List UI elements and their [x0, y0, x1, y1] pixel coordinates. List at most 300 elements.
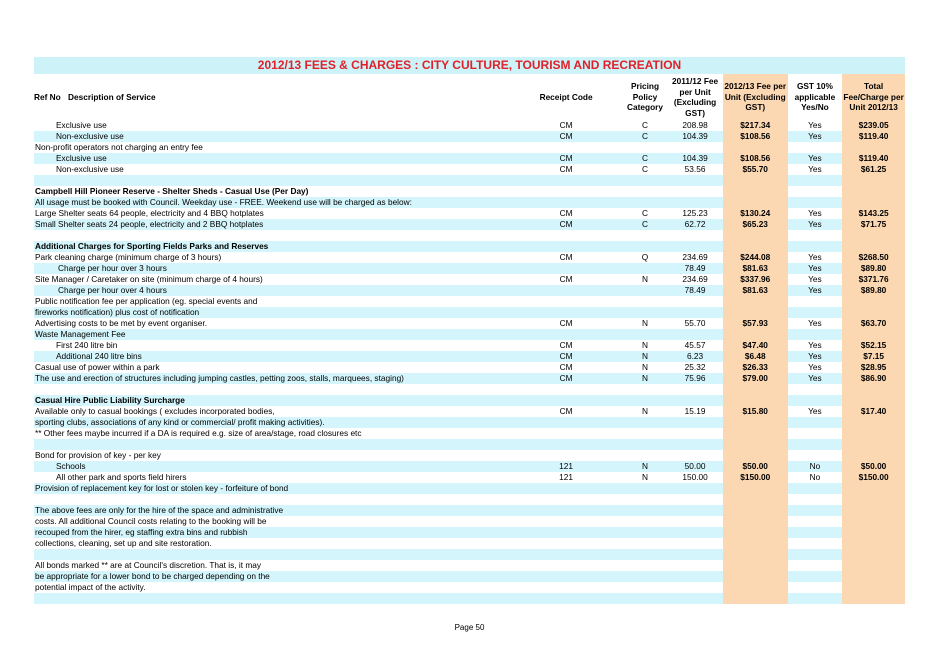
- row-gst: Yes: [788, 285, 843, 296]
- table-row: [34, 241, 905, 252]
- table-row: [34, 340, 905, 351]
- row-fee: [723, 560, 788, 571]
- row-gst: [788, 296, 843, 307]
- row-total: [842, 175, 905, 186]
- header-ref-desc: [34, 74, 509, 120]
- row-description: fireworks notification) plus cost of notification: [34, 307, 509, 318]
- header-total: Total Fee/Charge per Unit 2012/13: [842, 74, 905, 120]
- row-prev-fee: [667, 142, 723, 153]
- row-gst: [788, 395, 843, 406]
- row-pricing-category: [623, 428, 668, 439]
- row-total: [842, 582, 905, 593]
- row-pricing-category: [623, 560, 668, 571]
- row-total: $86.90: [842, 373, 905, 384]
- row-prev-fee: 53.56: [667, 164, 723, 175]
- row-gst: No: [788, 472, 843, 483]
- row-gst: [788, 329, 843, 340]
- row-total: [842, 439, 905, 450]
- row-total: [842, 549, 905, 560]
- row-pricing-category: C: [623, 219, 668, 230]
- row-total: [842, 329, 905, 340]
- row-pricing-category: [623, 395, 668, 406]
- table-row: [34, 560, 905, 571]
- row-prev-fee: 78.49: [667, 263, 723, 274]
- row-pricing-category: [623, 296, 668, 307]
- row-description: Charge per hour over 3 hours: [34, 263, 509, 274]
- header-fee: 2012/13 Fee per Unit (Excluding GST): [723, 74, 788, 120]
- row-total: [842, 186, 905, 197]
- row-gst: [788, 197, 843, 208]
- row-receipt-code: [509, 593, 622, 604]
- row-prev-fee: 234.69: [667, 252, 723, 263]
- table-row: [34, 175, 905, 186]
- row-pricing-category: N: [623, 351, 668, 362]
- row-total: [842, 230, 905, 241]
- row-prev-fee: 208.98: [667, 120, 723, 131]
- row-gst: Yes: [788, 131, 843, 142]
- table-row: [34, 538, 905, 549]
- row-gst: Yes: [788, 153, 843, 164]
- row-receipt-code: [509, 538, 622, 549]
- row-description: Campbell Hill Pioneer Reserve - Shelter Sheds - Casual Use (Per Day): [34, 186, 509, 197]
- row-pricing-category: [623, 384, 668, 395]
- table-row: [34, 131, 905, 142]
- row-receipt-code: [509, 241, 622, 252]
- row-receipt-code: CM: [509, 219, 622, 230]
- row-fee: [723, 549, 788, 560]
- table-row: [34, 472, 905, 483]
- row-total: $63.70: [842, 318, 905, 329]
- row-gst: [788, 593, 843, 604]
- row-prev-fee: [667, 186, 723, 197]
- row-total: [842, 428, 905, 439]
- table-row: [34, 296, 905, 307]
- row-receipt-code: CM: [509, 164, 622, 175]
- row-description: Site Manager / Caretaker on site (minimum charge of 4 hours): [34, 274, 509, 285]
- row-prev-fee: [667, 538, 723, 549]
- row-receipt-code: [509, 549, 622, 560]
- row-total: $28.95: [842, 362, 905, 373]
- row-prev-fee: [667, 593, 723, 604]
- row-total: [842, 450, 905, 461]
- row-receipt-code: [509, 296, 622, 307]
- row-total: $143.25: [842, 208, 905, 219]
- row-receipt-code: [509, 450, 622, 461]
- table-row: [34, 263, 905, 274]
- table-row: [34, 406, 905, 417]
- row-description: [34, 593, 509, 604]
- row-pricing-category: [623, 593, 668, 604]
- row-receipt-code: CM: [509, 274, 622, 285]
- row-description: [34, 384, 509, 395]
- row-description: [34, 439, 509, 450]
- row-gst: [788, 428, 843, 439]
- row-total: $89.80: [842, 285, 905, 296]
- row-receipt-code: [509, 527, 622, 538]
- row-pricing-category: [623, 516, 668, 527]
- row-description: Advertising costs to be met by event organiser.: [34, 318, 509, 329]
- row-pricing-category: [623, 527, 668, 538]
- row-receipt-code: CM: [509, 252, 622, 263]
- row-receipt-code: [509, 263, 622, 274]
- row-fee: [723, 241, 788, 252]
- table-row: [34, 439, 905, 450]
- row-pricing-category: [623, 241, 668, 252]
- row-gst: Yes: [788, 120, 843, 131]
- table-row: [34, 230, 905, 241]
- table-row: [34, 505, 905, 516]
- row-total: [842, 296, 905, 307]
- row-prev-fee: 75.96: [667, 373, 723, 384]
- row-fee: [723, 593, 788, 604]
- row-fee: [723, 307, 788, 318]
- row-total: [842, 307, 905, 318]
- table-row: [34, 219, 905, 230]
- row-gst: Yes: [788, 318, 843, 329]
- row-prev-fee: 45.57: [667, 340, 723, 351]
- row-prev-fee: 78.49: [667, 285, 723, 296]
- row-receipt-code: 121: [509, 461, 622, 472]
- table-row: [34, 527, 905, 538]
- row-description: Park cleaning charge (minimum charge of 3 hours): [34, 252, 509, 263]
- row-total: [842, 527, 905, 538]
- row-gst: [788, 582, 843, 593]
- row-description: Small Shelter seats 24 people, electricity and 2 BBQ hotplates: [34, 219, 509, 230]
- header-pricing-policy: Pricing Policy Category: [627, 81, 663, 113]
- row-pricing-category: N: [623, 274, 668, 285]
- row-prev-fee: [667, 329, 723, 340]
- row-total: $71.75: [842, 219, 905, 230]
- row-gst: Yes: [788, 208, 843, 219]
- row-description: collections, cleaning, set up and site restoration.: [34, 538, 509, 549]
- row-prev-fee: 62.72: [667, 219, 723, 230]
- row-prev-fee: [667, 494, 723, 505]
- row-total: $150.00: [842, 472, 905, 483]
- row-fee: [723, 439, 788, 450]
- row-description: [34, 175, 509, 186]
- row-pricing-category: [623, 494, 668, 505]
- row-fee: [723, 582, 788, 593]
- row-pricing-category: [623, 142, 668, 153]
- row-description: recouped from the hirer, eg staffing extra bins and rubbish: [34, 527, 509, 538]
- row-description: sporting clubs, associations of any kind or commercial/ profit making activities).: [34, 417, 509, 428]
- row-prev-fee: [667, 230, 723, 241]
- row-pricing-category: [623, 450, 668, 461]
- row-gst: [788, 527, 843, 538]
- row-gst: Yes: [788, 351, 843, 362]
- table-row: [34, 164, 905, 175]
- row-description: be appropriate for a lower bond to be charged depending on the: [34, 571, 509, 582]
- row-prev-fee: [667, 384, 723, 395]
- row-gst: Yes: [788, 274, 843, 285]
- row-pricing-category: [623, 483, 668, 494]
- row-total: [842, 494, 905, 505]
- row-description: Additional 240 litre bins: [34, 351, 509, 362]
- row-pricing-category: [623, 571, 668, 582]
- table-row: [34, 549, 905, 560]
- row-description: Additional Charges for Sporting Fields Parks and Reserves: [34, 241, 509, 252]
- row-fee: $26.33: [723, 362, 788, 373]
- row-total: $17.40: [842, 406, 905, 417]
- row-pricing-category: C: [623, 120, 668, 131]
- row-description: potential impact of the activity.: [34, 582, 509, 593]
- row-receipt-code: [509, 142, 622, 153]
- row-fee: [723, 527, 788, 538]
- row-total: $239.05: [842, 120, 905, 131]
- row-pricing-category: N: [623, 340, 668, 351]
- row-pricing-category: [623, 582, 668, 593]
- row-receipt-code: [509, 494, 622, 505]
- row-gst: [788, 549, 843, 560]
- row-fee: [723, 417, 788, 428]
- row-pricing-category: N: [623, 318, 668, 329]
- table-row: [34, 362, 905, 373]
- row-receipt-code: CM: [509, 208, 622, 219]
- table-row: [34, 395, 905, 406]
- table-row: [34, 373, 905, 384]
- row-description: The above fees are only for the hire of the space and administrative: [34, 505, 509, 516]
- row-pricing-category: [623, 175, 668, 186]
- table-row: [34, 329, 905, 340]
- table-row: [34, 516, 905, 527]
- row-receipt-code: [509, 505, 622, 516]
- row-pricing-category: [623, 307, 668, 318]
- row-fee: [723, 428, 788, 439]
- row-total: [842, 142, 905, 153]
- row-prev-fee: [667, 560, 723, 571]
- row-receipt-code: CM: [509, 340, 622, 351]
- row-gst: [788, 505, 843, 516]
- row-receipt-code: CM: [509, 373, 622, 384]
- row-total: [842, 516, 905, 527]
- row-description: [34, 549, 509, 560]
- row-gst: Yes: [788, 252, 843, 263]
- row-prev-fee: 50.00: [667, 461, 723, 472]
- row-fee: [723, 175, 788, 186]
- row-total: [842, 538, 905, 549]
- row-pricing-category: [623, 549, 668, 560]
- row-prev-fee: [667, 571, 723, 582]
- row-receipt-code: CM: [509, 153, 622, 164]
- row-pricing-category: [623, 285, 668, 296]
- row-total: [842, 417, 905, 428]
- row-description: Schools: [34, 461, 509, 472]
- row-prev-fee: [667, 439, 723, 450]
- table-row: [34, 252, 905, 263]
- row-fee: $81.63: [723, 263, 788, 274]
- row-pricing-category: [623, 417, 668, 428]
- table-row: [34, 571, 905, 582]
- row-description: Waste Management Fee: [34, 329, 509, 340]
- row-total: [842, 571, 905, 582]
- row-gst: [788, 175, 843, 186]
- row-prev-fee: [667, 516, 723, 527]
- row-receipt-code: [509, 230, 622, 241]
- row-pricing-category: [623, 197, 668, 208]
- row-prev-fee: [667, 175, 723, 186]
- row-gst: [788, 494, 843, 505]
- row-description: Large Shelter seats 64 people, electricity and 4 BBQ hotplates: [34, 208, 509, 219]
- row-receipt-code: [509, 329, 622, 340]
- row-fee: $65.23: [723, 219, 788, 230]
- row-pricing-category: [623, 263, 668, 274]
- row-fee: $108.56: [723, 131, 788, 142]
- row-pricing-category: [623, 186, 668, 197]
- header-prev-fee: 2011/12 Fee per Unit (Excluding GST): [671, 76, 719, 118]
- table-row: [34, 142, 905, 153]
- table-row: [34, 351, 905, 362]
- row-pricing-category: C: [623, 131, 668, 142]
- row-receipt-code: [509, 186, 622, 197]
- row-description: [34, 230, 509, 241]
- table-row: [34, 208, 905, 219]
- row-description: Bond for provision of key - per key: [34, 450, 509, 461]
- row-fee: [723, 142, 788, 153]
- row-gst: [788, 142, 843, 153]
- row-gst: Yes: [788, 373, 843, 384]
- row-total: [842, 505, 905, 516]
- row-description: [34, 494, 509, 505]
- row-total: $61.25: [842, 164, 905, 175]
- row-gst: [788, 571, 843, 582]
- row-prev-fee: [667, 197, 723, 208]
- row-fee: [723, 483, 788, 494]
- row-receipt-code: CM: [509, 318, 622, 329]
- row-receipt-code: CM: [509, 120, 622, 131]
- table-row: [34, 494, 905, 505]
- header-gst: GST 10% applicable Yes/No: [794, 81, 836, 113]
- table-header-row: [34, 74, 905, 120]
- table-row: [34, 186, 905, 197]
- row-pricing-category: C: [623, 153, 668, 164]
- row-gst: [788, 186, 843, 197]
- row-pricing-category: [623, 329, 668, 340]
- row-pricing-category: [623, 538, 668, 549]
- row-receipt-code: [509, 560, 622, 571]
- row-gst: [788, 417, 843, 428]
- table-row: [34, 285, 905, 296]
- row-gst: [788, 230, 843, 241]
- table-row: [34, 450, 905, 461]
- row-fee: [723, 384, 788, 395]
- row-pricing-category: C: [623, 164, 668, 175]
- row-fee: $55.70: [723, 164, 788, 175]
- row-total: [842, 560, 905, 571]
- row-description: First 240 litre bin: [34, 340, 509, 351]
- header-receipt-code: Receipt Code: [539, 91, 593, 102]
- row-gst: [788, 538, 843, 549]
- header-description: Description of Service: [68, 91, 156, 102]
- row-prev-fee: [667, 483, 723, 494]
- row-prev-fee: [667, 450, 723, 461]
- row-total: $268.50: [842, 252, 905, 263]
- row-description: All other park and sports field hirers: [34, 472, 509, 483]
- row-gst: [788, 450, 843, 461]
- row-fee: $50.00: [723, 461, 788, 472]
- row-fee: $81.63: [723, 285, 788, 296]
- table-body: [34, 120, 905, 604]
- row-fee: [723, 329, 788, 340]
- table-row: [34, 593, 905, 604]
- row-prev-fee: 234.69: [667, 274, 723, 285]
- row-prev-fee: [667, 307, 723, 318]
- table-row: [34, 274, 905, 285]
- row-description: The use and erection of structures including jumping castles, petting zoos, stalls, marquees, staging): [34, 373, 509, 384]
- row-description: Available only to casual bookings ( excludes incorporated bodies,: [34, 406, 509, 417]
- row-fee: [723, 571, 788, 582]
- row-description: Non-profit operators not charging an entry fee: [34, 142, 509, 153]
- row-gst: Yes: [788, 340, 843, 351]
- row-description: Charge per hour over 4 hours: [34, 285, 509, 296]
- row-pricing-category: [623, 439, 668, 450]
- row-prev-fee: [667, 417, 723, 428]
- row-pricing-category: N: [623, 406, 668, 417]
- row-total: [842, 395, 905, 406]
- fees-table: [34, 74, 905, 604]
- row-fee: [723, 494, 788, 505]
- row-fee: $244.08: [723, 252, 788, 263]
- row-description: Non-exclusive use: [34, 164, 509, 175]
- table-row: [34, 384, 905, 395]
- row-fee: $130.24: [723, 208, 788, 219]
- table-row: [34, 582, 905, 593]
- row-prev-fee: [667, 296, 723, 307]
- row-fee: [723, 230, 788, 241]
- row-description: Casual use of power within a park: [34, 362, 509, 373]
- row-pricing-category: Q: [623, 252, 668, 263]
- row-prev-fee: 6.23: [667, 351, 723, 362]
- row-total: [842, 593, 905, 604]
- row-gst: [788, 560, 843, 571]
- row-receipt-code: CM: [509, 351, 622, 362]
- table-row: [34, 120, 905, 131]
- fees-sheet: [34, 57, 905, 604]
- row-fee: [723, 538, 788, 549]
- row-total: $119.40: [842, 131, 905, 142]
- row-fee: [723, 505, 788, 516]
- row-description: Public notification fee per application (eg. special events and: [34, 296, 509, 307]
- row-gst: [788, 307, 843, 318]
- row-total: [842, 483, 905, 494]
- row-prev-fee: [667, 241, 723, 252]
- table-row: [34, 153, 905, 164]
- row-total: $7.15: [842, 351, 905, 362]
- row-fee: [723, 450, 788, 461]
- row-receipt-code: [509, 307, 622, 318]
- table-row: [34, 318, 905, 329]
- row-pricing-category: [623, 230, 668, 241]
- row-fee: $108.56: [723, 153, 788, 164]
- row-total: [842, 197, 905, 208]
- row-fee: [723, 395, 788, 406]
- row-gst: Yes: [788, 406, 843, 417]
- row-receipt-code: [509, 395, 622, 406]
- table-row: [34, 307, 905, 318]
- row-receipt-code: [509, 175, 622, 186]
- row-pricing-category: N: [623, 362, 668, 373]
- row-pricing-category: N: [623, 461, 668, 472]
- row-gst: [788, 384, 843, 395]
- row-pricing-category: C: [623, 208, 668, 219]
- row-gst: Yes: [788, 164, 843, 175]
- row-gst: Yes: [788, 263, 843, 274]
- row-fee: $15.80: [723, 406, 788, 417]
- row-fee: $150.00: [723, 472, 788, 483]
- row-description: All usage must be booked with Council. Weekday use - FREE. Weekend use will be charged as below:: [34, 197, 509, 208]
- row-gst: [788, 439, 843, 450]
- table-row: [34, 417, 905, 428]
- row-fee: $217.34: [723, 120, 788, 131]
